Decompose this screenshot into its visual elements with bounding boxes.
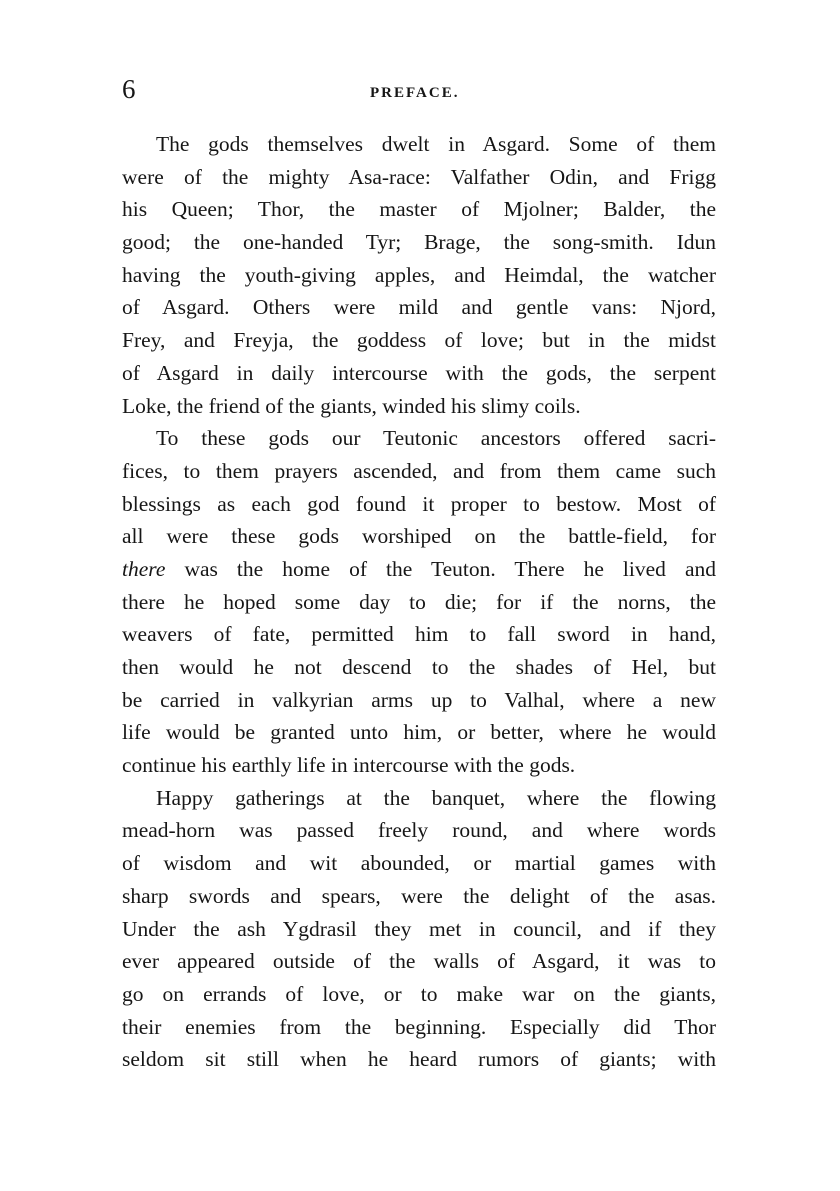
text-line: their enemies from the beginning. Especially did Thor	[122, 1014, 716, 1039]
text-line: blessings as each god found it proper to bestow. Most of	[122, 491, 716, 516]
text-line: Loke, the friend of the giants, winded his slimy coils.	[122, 393, 581, 418]
body-text	[122, 128, 716, 1076]
text-line-with-italic	[122, 553, 716, 586]
text-line: life would be granted unto him, or better, where he would	[122, 720, 716, 745]
text-line: go on errands of love, or to make war on the giants,	[122, 981, 716, 1006]
paragraph	[122, 422, 716, 782]
text-line: his Queen; Thor, the master of Mjolner; Balder, the	[122, 197, 716, 222]
text-line: of wisdom and wit abounded, or martial games with	[122, 851, 716, 876]
text-line: continue his earthly life in intercourse with the gods.	[122, 753, 576, 778]
text-line: having the youth-giving apples, and Heimdal, the watcher	[122, 262, 716, 287]
page-number: 6	[122, 74, 136, 104]
text-line-rest: was the home of the Teuton. There he lived and	[165, 556, 716, 581]
text-line: all were these gods worshiped on the battle-field, for	[122, 524, 716, 549]
text-line: good; the one-handed Tyr; Brage, the song-smith. Idun	[122, 230, 716, 255]
text-line: fices, to them prayers ascended, and from them came such	[122, 458, 716, 483]
text-line: ever appeared outside of the walls of Asgard, it was to	[122, 949, 716, 974]
text-line: seldom sit still when he heard rumors of giants; with	[122, 1047, 716, 1072]
running-head	[122, 74, 716, 108]
text-line: Frey, and Freyja, the goddess of love; but in the midst	[122, 328, 716, 353]
page-heading: PREFACE.	[370, 85, 460, 101]
text-line: there he hoped some day to die; for if the norns, the	[122, 589, 716, 614]
text-line: weavers of fate, permitted him to fall sword in hand,	[122, 622, 716, 647]
text-line: then would he not descend to the shades of Hel, but	[122, 655, 716, 679]
text-line: were of the mighty Asa-race: Valfather Odin, and Frigg	[122, 164, 716, 189]
text-line: To these gods our Teutonic ancestors offered sacri-	[156, 426, 716, 451]
text-line: The gods themselves dwelt in Asgard. Some of them	[156, 132, 716, 156]
text-line: Under the ash Ygdrasil they met in council, and if they	[122, 916, 716, 941]
italic-word: there	[122, 556, 166, 581]
paragraph	[122, 782, 716, 1076]
text-line: of Asgard. Others were mild and gentle vans: Njord,	[122, 295, 716, 320]
text-line: be carried in valkyrian arms up to Valhal, where a new	[122, 687, 716, 712]
text-line: of Asgard in daily intercourse with the gods, the serpent	[122, 360, 716, 385]
text-line: Happy gatherings at the banquet, where the flowing	[156, 785, 716, 810]
text-line: sharp swords and spears, were the delight of the asas.	[122, 883, 716, 908]
text-line: mead-horn was passed freely round, and where words	[122, 818, 716, 843]
paragraph	[122, 128, 716, 422]
